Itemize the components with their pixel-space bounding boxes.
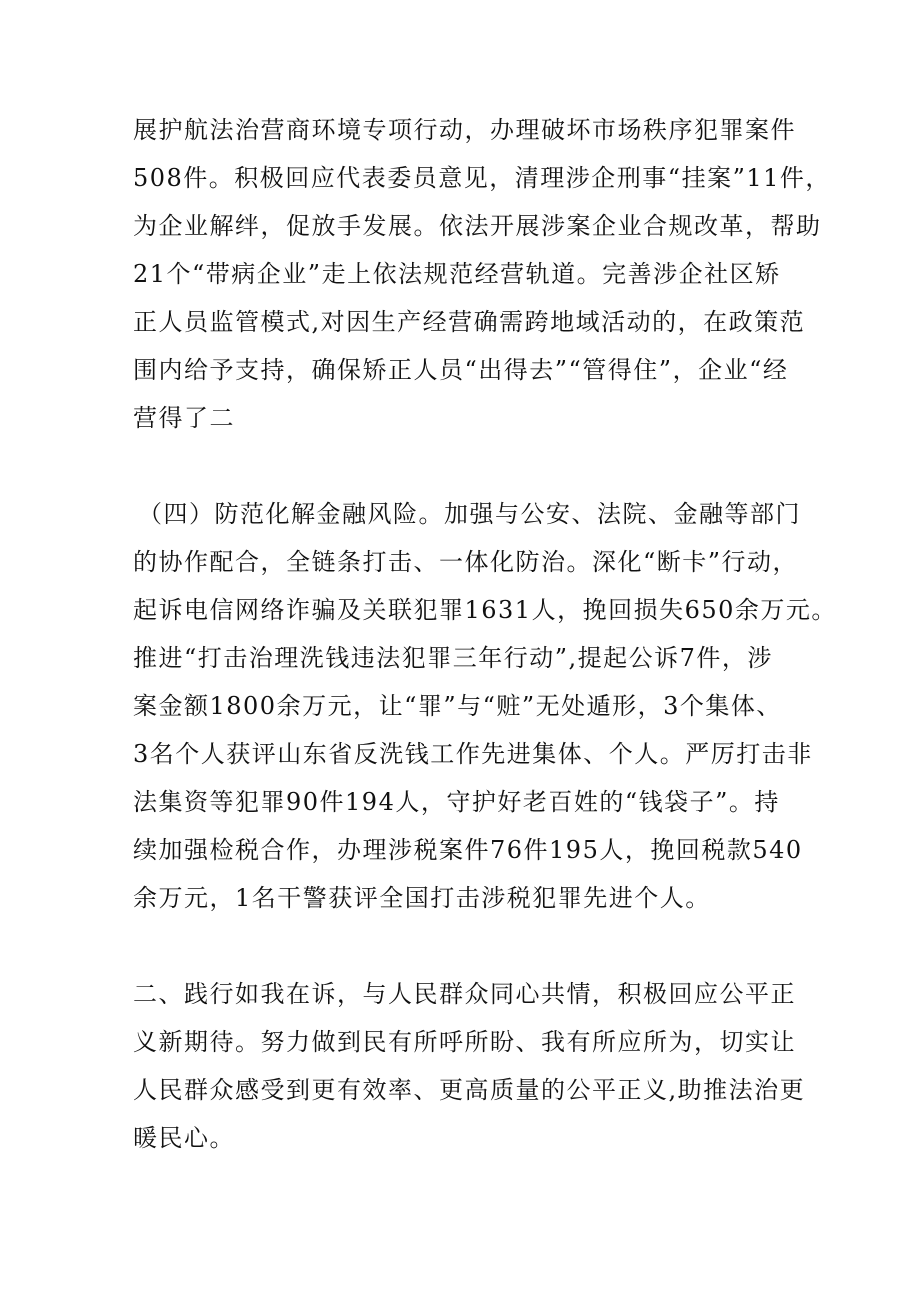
paragraph-1-line-7: 营得了二 (133, 404, 235, 432)
paragraph-3-line-1: 二、践行如我在诉，与人民群众同心共情，积极回应公平正 (133, 980, 796, 1008)
paragraph-2-line-1: （四）防范化解金融风险。加强与公安、法院、金融等部门 (138, 500, 801, 528)
paragraph-2-line-8: 续加强检税合作，办理涉税案件76件195人，挽回税款540 (133, 836, 803, 864)
paragraph-1-line-1: 展护航法治营商环境专项行动，办理破坏市场秩序犯罪案件 (133, 116, 796, 144)
paragraph-2-line-5: 案金额1800余万元，让“罪”与“赃”无处遁形，3个集体、 (133, 692, 782, 720)
paragraph-2-line-2: 的协作配合，全链条打击、一体化防治。深化“断卡”行动， (133, 548, 799, 576)
paragraph-2-line-6: 3名个人获评山东省反洗钱工作先进集体、个人。严厉打击非 (133, 740, 813, 768)
paragraph-2-line-9: 余万元，1名干警获评全国打击涉税犯罪先进个人。 (133, 884, 711, 912)
paragraph-1-line-2: 508件。积极回应代表委员意见，清理涉企刑事“挂案”11件， (133, 164, 831, 192)
paragraph-1-line-4: 21个“带病企业”走上依法规范经营轨道。完善涉企社区矫 (133, 260, 781, 288)
paragraph-1-line-5: 正人员监管模式,对因生产经营确需跨地域活动的，在政策范 (133, 308, 806, 336)
paragraph-2-line-4: 推进“打击治理洗钱违法犯罪三年行动”,提起公诉7件，涉 (133, 644, 773, 672)
paragraph-1-line-3: 为企业解绊，促放手发展。依法开展涉案企业合规改革，帮助 (133, 212, 822, 240)
paragraph-3-line-2: 义新期待。努力做到民有所呼所盼、我有所应所为，切实让 (133, 1028, 796, 1056)
paragraph-2-line-3: 起诉电信网络诈骗及关联犯罪1631人，挽回损失650余万元。 (133, 596, 837, 624)
paragraph-2-line-7: 法集资等犯罪90件194人，守护好老百姓的“钱袋子”。持 (133, 788, 780, 816)
paragraph-3-line-3: 人民群众感受到更有效率、更高质量的公平正义,助推法治更 (133, 1076, 806, 1104)
paragraph-1-line-6: 围内给予支持，确保矫正人员“出得去”“管得住”，企业“经 (133, 356, 789, 384)
paragraph-3-line-4: 暖民心。 (133, 1124, 235, 1152)
